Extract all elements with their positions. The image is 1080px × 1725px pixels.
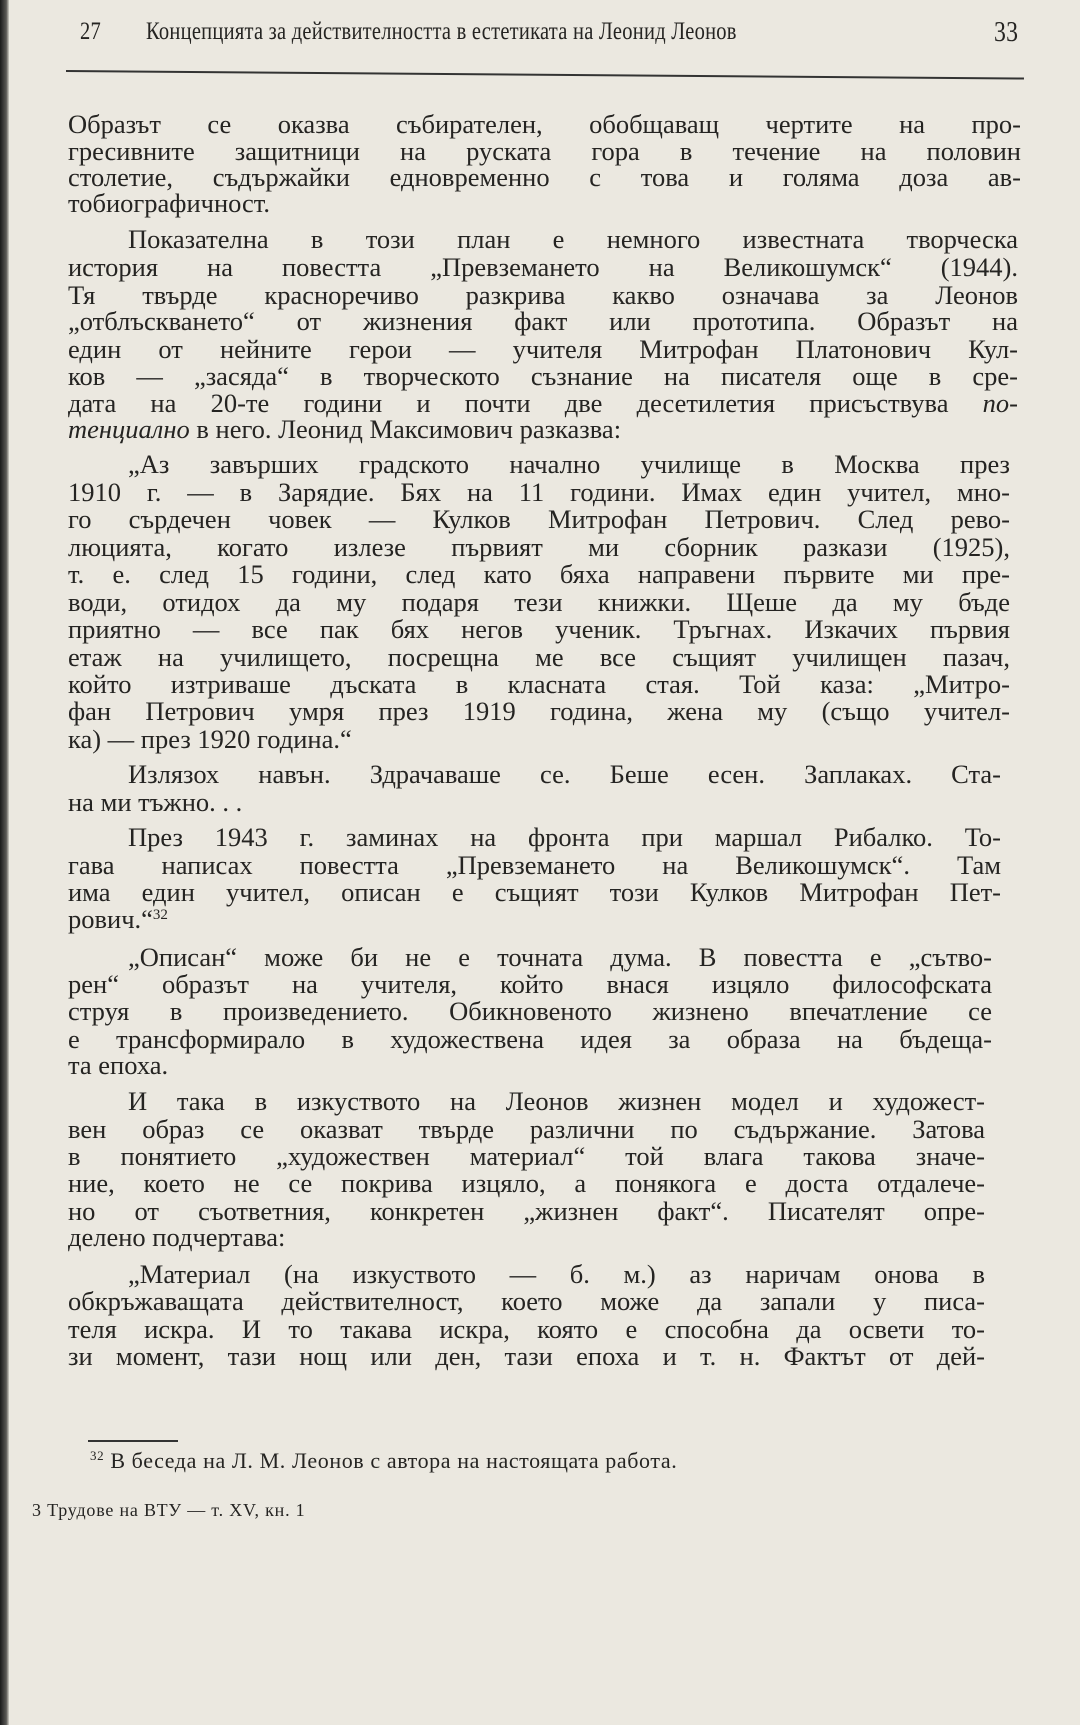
footnote-reference: 32 [152, 907, 168, 923]
text-line [68, 669, 1010, 699]
text-line [68, 642, 1010, 672]
text-segment: 1910 г. — в Зарядие. Бях на 11 години. Имах един учител, мно- [68, 477, 1010, 507]
footnote-rule [88, 1440, 178, 1442]
text-segment: ков — „засяда“ в творческото съзнание на писателя още в сре- [68, 361, 1018, 391]
text-segment: но от съответния, конкретен „жизнен факт“. Писателят опре- [68, 1196, 985, 1226]
text-segment: дата на 20-те години и почти две десетилетия присъствува [68, 388, 983, 418]
text-line [68, 1341, 985, 1371]
text-segment: един от нейните герои — учителя Митрофан Платонович Кул- [68, 334, 1018, 364]
text-segment: „Описан“ може би не е точната дума. В повестта е „сътво- [128, 942, 992, 972]
text-segment: гава написах повестта „Превземането на Великошумск“. Там [68, 850, 1001, 880]
text-line [68, 306, 1018, 336]
text-segment: приятно — все пак бях негов ученик. Тръгнах. Изкачих първия [68, 614, 1010, 644]
text-line [68, 334, 1018, 364]
text-line [68, 1141, 985, 1171]
text-line [68, 614, 1010, 644]
text-segment: вен образ се оказват твърде различни по съдържание. Затова [68, 1114, 985, 1144]
text-line [128, 942, 992, 972]
text-segment: През 1943 г. заминах на фронта при маршал Рибалко. То- [128, 822, 1001, 852]
text-line [128, 224, 1018, 254]
text-line [68, 1314, 985, 1344]
text-segment: струя в произведението. Обикновеното жизнено впечатление се [68, 996, 992, 1026]
text-line [68, 252, 1018, 282]
text-line [128, 759, 1001, 789]
text-segment: в понятието „художествен материал“ той влага такова значе- [68, 1141, 985, 1171]
text-segment: И така в изкуството на Леонов жизнен модел и художест- [128, 1086, 985, 1116]
text-segment: обкръжаващата действителност, което може да запали у писа- [68, 1286, 985, 1316]
text-segment: ние, което не се покрива изцяло, а понякога е доста отдалече- [68, 1168, 985, 1198]
text-line [68, 969, 992, 999]
text-line [68, 877, 1001, 907]
text-line [68, 696, 1010, 726]
text-line [68, 904, 1001, 934]
text-line [68, 361, 1018, 391]
text-line [68, 850, 1001, 880]
footnote-number: 32 [90, 1448, 105, 1463]
footnote-text: В беседа на Л. М. Леонов с автора на настоящата работа. [110, 1448, 678, 1473]
text-segment: рен“ образът на учителя, който внася изцяло философската [68, 969, 992, 999]
text-segment: „Аз завърших градското начално училище в Москва през [128, 449, 1010, 479]
text-line [68, 109, 1021, 139]
text-segment: на ми тъжно. . . [68, 787, 243, 817]
text-line [68, 1168, 985, 1198]
text-segment: който изтриваше дъската в класната стая. Той каза: „Митро- [68, 669, 1010, 699]
text-segment: фан Петрович умря през 1919 година, жена му (също учител- [68, 696, 1010, 726]
signature-mark: 3 Трудове на ВТУ — т. XV, кн. 1 [32, 1500, 306, 1520]
text-segment: ка) — през 1920 година.“ [68, 724, 352, 754]
italic-text: по- [982, 388, 1018, 418]
text-line [128, 449, 1010, 479]
page-number: 33 [994, 16, 1019, 48]
scan-page-edge [0, 0, 9, 1725]
text-segment: история на повестта „Превземането на Великошумск“ (1944). [68, 252, 1018, 282]
text-line [68, 477, 1010, 507]
text-segment: Показателна в този план е немного известната творческа [128, 224, 1018, 254]
text-segment: Излязох навън. Здрачаваше се. Беше есен. Заплаках. Ста- [128, 759, 1001, 789]
running-head-number: 27 [80, 18, 101, 45]
text-segment: та епоха. [68, 1050, 169, 1080]
text-segment: води, отидох да му подаря тези книжки. Щеше да му бъде [68, 587, 1010, 617]
italic-text: тенциално [68, 414, 190, 444]
text-line [68, 1114, 985, 1144]
text-segment: го сърдечен човек — Кулков Митрофан Петрович. След рево- [68, 504, 1010, 534]
text-segment: етаж на училището, посрещна ме все същият училищен пазач, [68, 642, 1010, 672]
text-line [68, 559, 1010, 589]
text-segment: „Материал (на изкуството — б. м.) аз наричам онова в [128, 1259, 985, 1289]
text-line [128, 1086, 985, 1116]
text-segment: люцията, когато излезе първият ми сборник разкази (1925), [68, 532, 1010, 562]
text-segment: в него. Леонид Максимович разказва: [189, 414, 622, 444]
text-line [68, 787, 1001, 817]
text-line [128, 822, 1001, 852]
text-segment: гресивните защитници на руската гора в течение на половин [68, 136, 1021, 166]
text-line [128, 1259, 985, 1289]
text-segment: „отблъскването“ от жизнения факт или прототипа. Образът на [68, 306, 1018, 336]
text-segment: делено подчертава: [68, 1222, 286, 1252]
header-rule [66, 70, 1024, 80]
text-line [68, 504, 1010, 534]
text-segment: зи момент, тази нощ или ден, тази епоха и т. н. Фактът от дей- [68, 1341, 985, 1371]
text-segment: т. е. след 15 години, след като бяха направени първите ми пре- [68, 559, 1010, 589]
text-segment: теля искра. И то такава искра, която е способна да освети то- [68, 1314, 985, 1344]
text-line [68, 996, 992, 1026]
text-segment: тобиографичност. [68, 188, 271, 218]
text-segment: рович.“ [68, 904, 153, 934]
text-segment: Образът се оказва събирателен, обобщаващ чертите на про- [68, 109, 1021, 139]
text-line [68, 1050, 992, 1080]
text-segment: Тя твърде красноречиво разкрива какво означава за Леонов [68, 280, 1018, 310]
text-segment: столетие, съдържайки едновременно с това и голяма доза ав- [68, 162, 1021, 192]
text-line [68, 724, 1010, 754]
text-line [68, 532, 1010, 562]
text-segment: е трансформирало в художествена идея за образа на бъдеща- [68, 1024, 992, 1054]
running-title: Концепцията за действителността в естетиката на Леонид Леонов [146, 18, 737, 45]
footnote [90, 1448, 677, 1474]
text-line [68, 587, 1010, 617]
text-segment: има един учител, описан е същият този Кулков Митрофан Пет- [68, 877, 1001, 907]
text-line [68, 1222, 985, 1252]
text-line [68, 1286, 985, 1316]
text-line [68, 414, 1018, 444]
text-line [68, 188, 1021, 218]
